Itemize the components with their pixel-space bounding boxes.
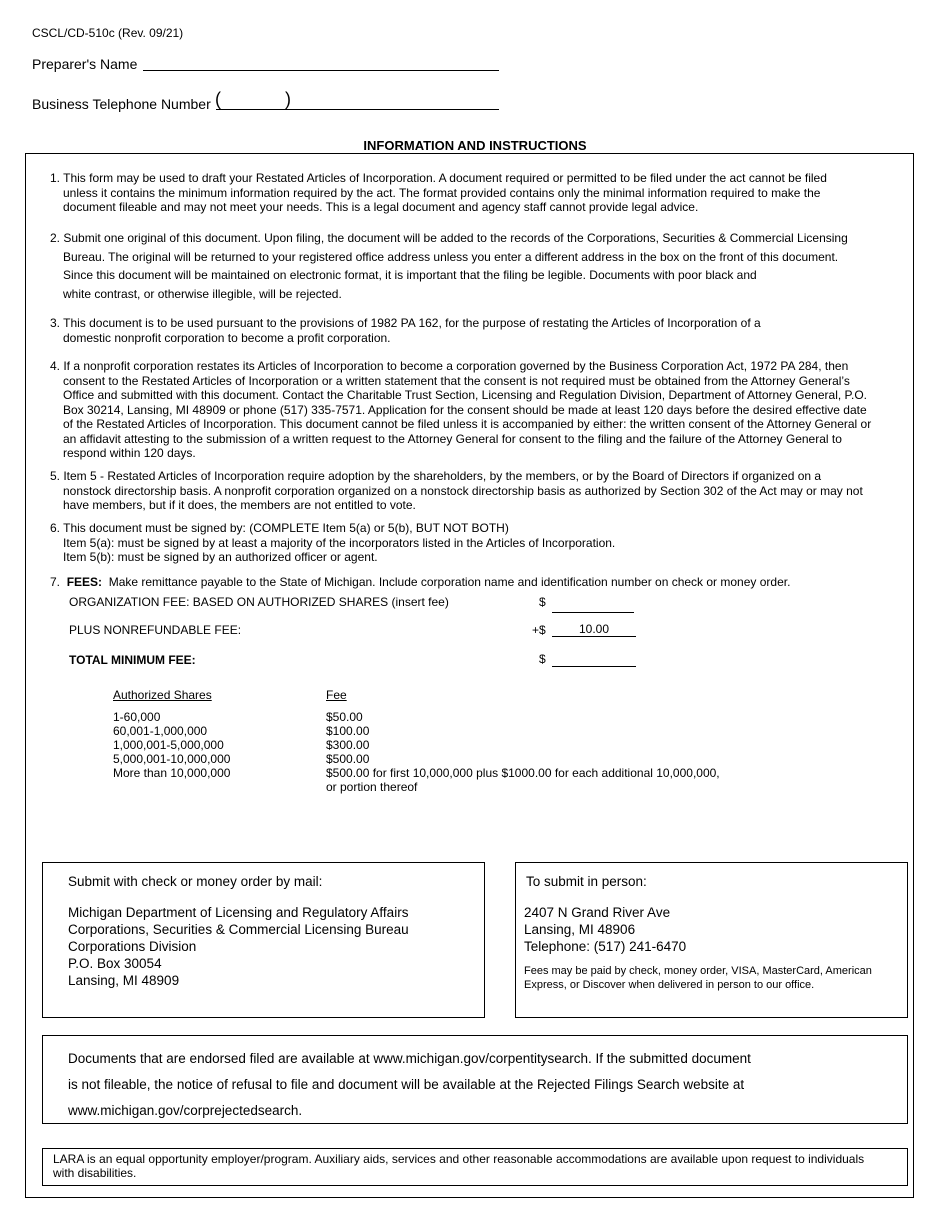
table-cell: $100.00 [326,724,370,738]
instruction-item-5: 5. Item 5 - Restated Articles of Incorporation require adoption by the shareholders, by the members, or by the Board of Directors if organized on a nonstock directorship basis. A nonprofit corporation organized on a nonstock directorship basis as authorized by Section 302 of the Act may or may not have members, but if it does, the members are not entitled to vote. [50,469,863,512]
total-fee-dollar: $ [539,652,546,666]
business-phone-field[interactable] [216,109,499,110]
fee-table-header-fee: Fee [326,688,347,702]
table-cell: $50.00 [326,710,363,724]
instruction-item-2: 2. Submit one original of this document. Upon filing, the document will be added to the records of the Corporations, Securities & Commercial Licensing Bureau. The original will be returned to your registered office address unless you enter a different address in the box on the front of this document. Since this document will be maintained on electronic format, it is important that the filing be legible. Documents with poor black and white contrast, or otherwise illegible, will be rejected. [50,231,848,301]
instruction-item-3: 3. This document is to be used pursuant to the provisions of 1982 PA 162, for the purpose of restating the Articles of Incorporation of a domestic nonprofit corporation to become a profit corporation. [50,316,761,345]
table-cell: $500.00 [326,752,370,766]
nonrefundable-fee-label: PLUS NONREFUNDABLE FEE: [69,623,242,637]
preparer-name-field[interactable] [143,70,499,71]
org-fee-dollar: $ [539,595,546,609]
table-row: 1,000,001-5,000,000 [113,738,224,752]
fee-table-fee-column [326,688,720,794]
org-fee-field[interactable] [552,598,634,613]
table-cell: $500.00 for first 10,000,000 plus $1000.00 for each additional 10,000,000, [326,766,720,780]
mail-address: Michigan Department of Licensing and Regulatory Affairs Corporations, Securities & Commercial Licensing Bureau Corporations Division P.O. Box 30054 Lansing, MI 48909 [68,905,409,988]
nonrefundable-fee-dollar: +$ [532,623,546,637]
area-code-open-paren: ( [215,89,221,109]
form-id: CSCL/CD-510c (Rev. 09/21) [32,26,184,40]
total-fee-label: TOTAL MINIMUM FEE: [69,653,196,667]
preparer-name-label: Preparer's Name [32,56,138,72]
total-fee-field[interactable] [552,652,636,667]
mail-box-title: Submit with check or money order by mail: [68,874,323,889]
org-fee-label: ORGANIZATION FEE: BASED ON AUTHORIZED SHARES (insert fee) [69,595,449,609]
instruction-item-4: 4. If a nonprofit corporation restates its Articles of Incorporation to become a corporation governed by the Business Corporation Act, 1972 PA 284, then consent to the Restated Articles of Incorporation or a written statement that the consent is not required must be obtained from the Attorney General’s Office and submitted with this document. Contact the Charitable Trust Section, Licensing and Regulation Division, Department of Attorney General, P.O. Box 30214, Lansing, MI 48909 or phone (517) 335-7571. Application for the consent should be made at least 120 days before the desired effective date of the Restated Articles of Incorporation. This document cannot be filed unless it is accompanied by either: the written consent of the Attorney General or an affidavit attesting to the submission of a written request to the Attorney General for consent to the filing and the failure of the Attorney General to respond within 120 days. [50,359,872,460]
table-row: 1-60,000 [113,710,161,724]
payment-note: Fees may be paid by check, money order, VISA, MasterCard, American Express, or Discover when delivered in person to our office. [524,965,872,991]
lara-notice-text: LARA is an equal opportunity employer/program. Auxiliary aids, services and other reasonable accommodations are available upon request to individuals with disabilities. [53,1152,865,1180]
in-person-box-title: To submit in person: [526,874,647,889]
instruction-item-7: 7. FEES: Make remittance payable to the State of Michigan. Include corporation name and identification number on check or money order. [50,575,791,589]
endorsed-documents-text: Documents that are endorsed filed are available at www.michigan.gov/corpentitysearch. If the submitted document is not fileable, the notice of refusal to file and document will be available at the Rejected Filings Search website at www.michigan.gov/corprejectedsearch. [68,1051,751,1118]
table-row: 5,000,001-10,000,000 [113,752,231,766]
table-row: More than 10,000,000 [113,766,231,780]
fee-table-header-shares: Authorized Shares [113,688,212,702]
instruction-item-1: 1. This form may be used to draft your Restated Articles of Incorporation. A document required or permitted to be filed under the act cannot be filed unless it contains the minimum information required by the act. The format provided contains only the minimal information required to make the document fileable and may not meet your needs. This is a legal document and agency staff cannot provide legal advice. [50,171,827,214]
nonrefundable-fee-value: 10.00 [552,622,636,637]
fee-table-shares-column [113,688,230,780]
fees-heading: FEES: [66,575,103,589]
section-heading: INFORMATION AND INSTRUCTIONS [363,138,587,153]
business-phone-label: Business Telephone Number [32,96,211,112]
area-code-close-paren: ) [285,89,291,109]
table-row: 60,001-1,000,000 [113,724,208,738]
table-cell: $300.00 [326,738,370,752]
instruction-item-6: 6. This document must be signed by: (COMPLETE Item 5(a) or 5(b), BUT NOT BOTH) Item 5(a): must be signed by at least a majority of the incorporators listed in the Articles of Incorporation. Item 5(b): must be signed by an authorized officer or agent. [50,521,616,564]
table-cell: or portion thereof [326,780,418,794]
in-person-address: 2407 N Grand River Ave Lansing, MI 48906 Telephone: (517) 241-6470 [524,905,687,954]
